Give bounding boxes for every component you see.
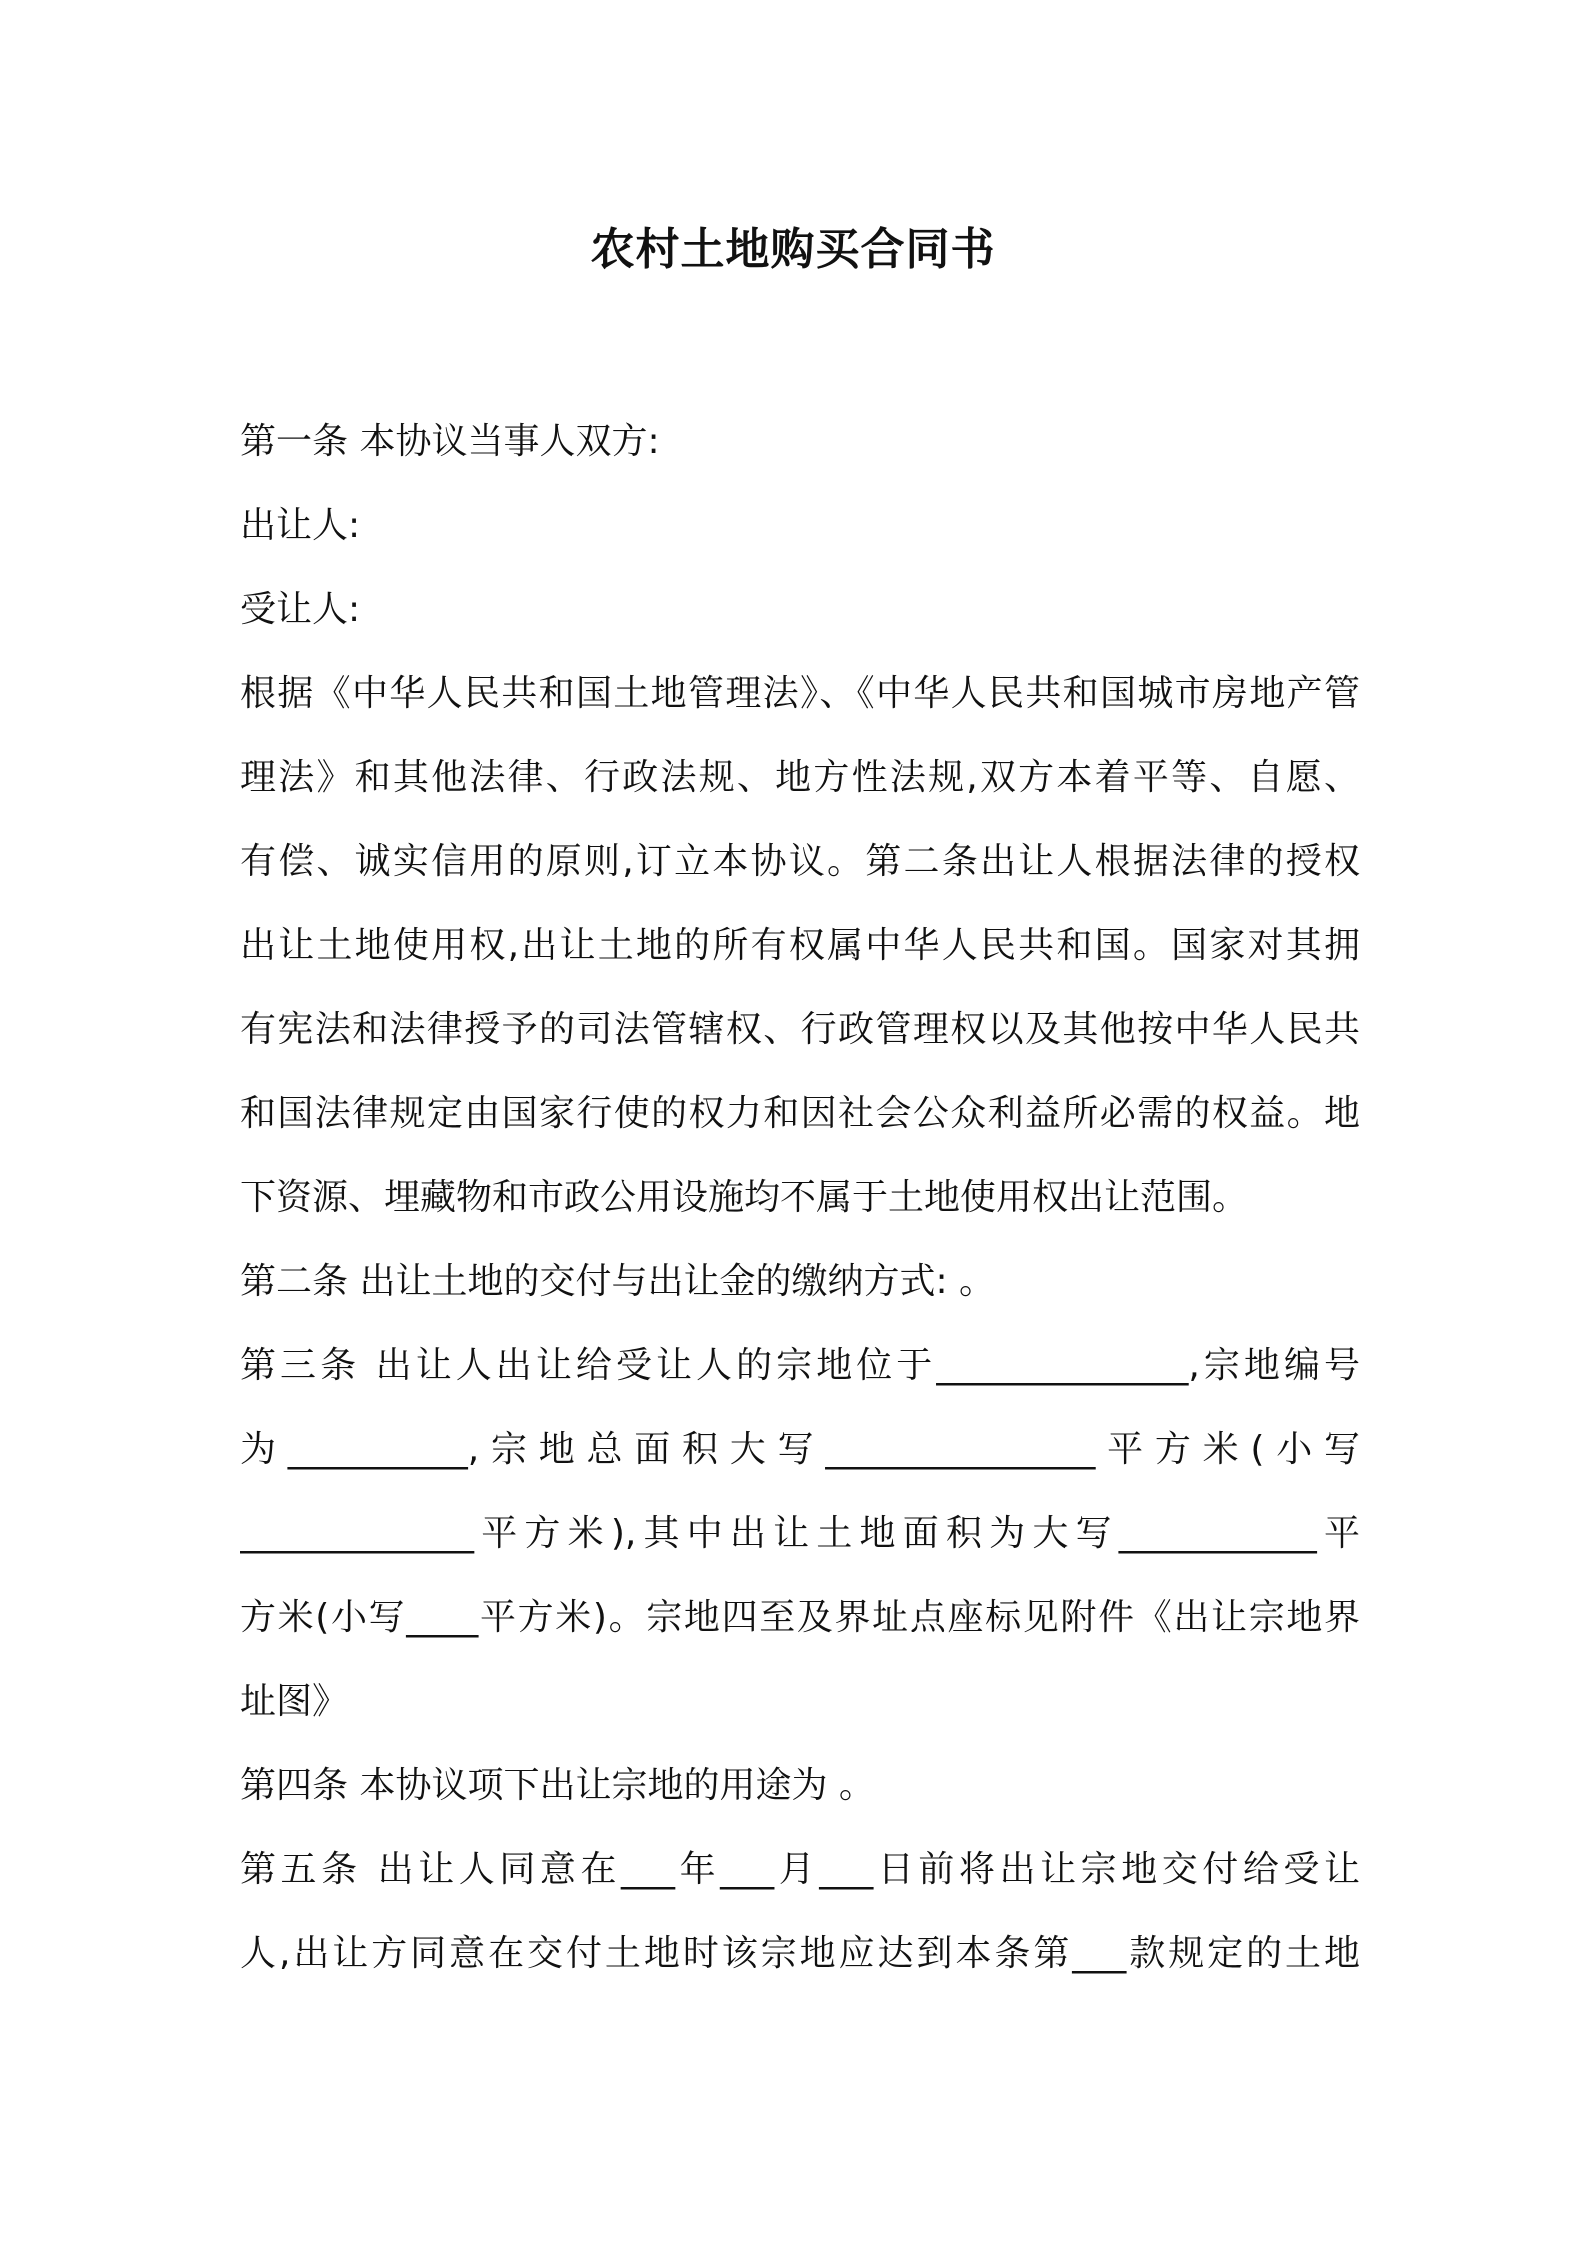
article-3-line: _____________平方米),其中出让土地面积为大写___________平: [240, 1513, 1360, 1554]
article-4-heading: 第四条 本协议项下出让宗地的用途为 。: [240, 1765, 875, 1806]
body-line: 有偿、诚实信用的原则,订立本协议。第二条出让人根据法律的授权: [240, 841, 1360, 882]
document-title: 农村土地购买合同书: [590, 224, 996, 275]
article-3-line: 方米(小写____平方米)。宗地四至及界址点座标见附件《出让宗地界: [240, 1597, 1360, 1638]
transferor-label: 出让人:: [240, 505, 361, 546]
transferee-label: 受让人:: [240, 589, 361, 630]
article-3-line: 为__________,宗地总面积大写_______________平方米(小写: [240, 1429, 1360, 1470]
article-5-line: 第五条 出让人同意在___年___月___日前将出让宗地交付给受让: [240, 1849, 1360, 1890]
body-line: 根据《中华人民共和国土地管理法》、《中华人民共和国城市房地产管: [240, 673, 1360, 714]
body-line: 和国法律规定由国家行使的权力和因社会公众利益所必需的权益。地: [240, 1093, 1360, 1134]
article-2-heading: 第二条 出让土地的交付与出让金的缴纳方式: 。: [240, 1261, 996, 1302]
body-line: 下资源、埋藏物和市政公用设施均不属于土地使用权出让范围。: [240, 1177, 1249, 1218]
article-1-heading: 第一条 本协议当事人双方:: [240, 421, 660, 462]
body-line: 有宪法和法律授予的司法管辖权、行政管理权以及其他按中华人民共: [240, 1009, 1360, 1050]
body-line: 理法》和其他法律、行政法规、地方性法规,双方本着平等、自愿、: [240, 757, 1360, 798]
article-5-line: 人,出让方同意在交付土地时该宗地应达到本条第___款规定的土地: [240, 1933, 1360, 1974]
article-3-line: 第三条 出让人出让给受让人的宗地位于______________,宗地编号: [240, 1345, 1360, 1386]
body-line: 出让土地使用权,出让土地的所有权属中华人民共和国。国家对其拥: [240, 925, 1360, 966]
article-3-line: 址图》: [240, 1681, 349, 1722]
